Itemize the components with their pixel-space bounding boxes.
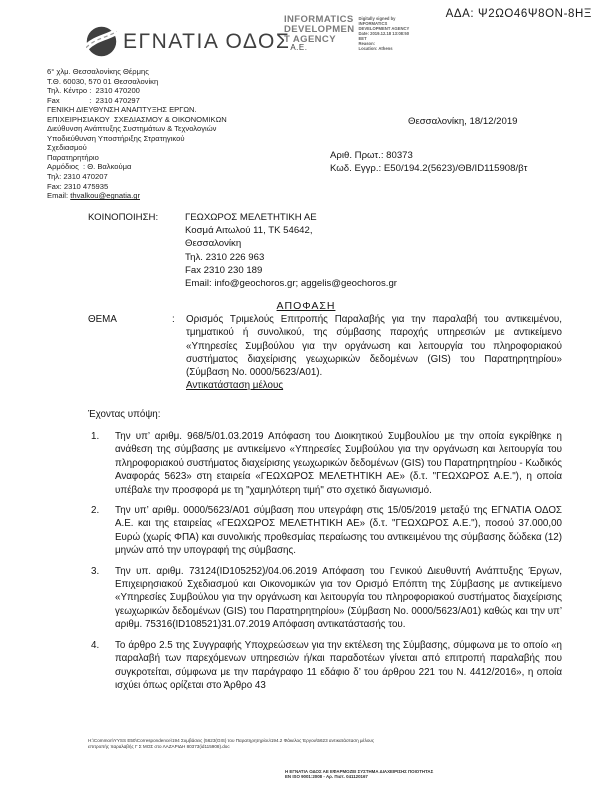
subject-replacement-note: Αντικατάσταση μέλους bbox=[186, 380, 284, 392]
letterhead-line: Σχεδιασμού bbox=[47, 143, 87, 153]
egnatia-logo bbox=[86, 26, 307, 57]
consideration-item: Την υπ’ αριθμ. 968/5/01.03.2019 Απόφαση του Διοικητικού Συμβουλίου με την οποία εγκρίθηκε η ανάθεση της σύμβασης με αντικείμενο «Υπηρεσίες Συμβούλου για την οργάνωση και λειτουργία του πληροφοριακού συστήματος διαχείρισης γεωχωρικών δεδομένων (GIS) του Παρατηρητηρίου - Κωδικός Αναφοράς 5623» στη εταιρεία «ΓΕΩΧΩΡΟΣ ΜΕΛΕΤΗΤΙΚΗ ΑΕ» (δ.τ. "ΓΕΩΧΩΡΟΣ Α.Ε."), η οποία υπέβαλε την προσφορά με τη "χαμηλότερη τιμή" στο σχετικό διαγωνισμό. bbox=[115, 431, 562, 496]
protocol-block bbox=[330, 149, 527, 175]
cc-line: Fax 2310 230 189 bbox=[185, 264, 263, 276]
letterhead-line: Τηλ. Κέντρο : 2310 470200 bbox=[47, 86, 140, 96]
ida-signature-block bbox=[284, 15, 409, 51]
letterhead-line: ΕΠΙΧΕΙΡΗΣΙΑΚΟΥ ΣΧΕΔΙΑΣΜΟΥ & ΟΙΚΟΝΟΜΙΚΩΝ bbox=[47, 114, 227, 124]
protocol-number: Αριθ. Πρωτ.: 80373 bbox=[330, 150, 413, 161]
letterhead-line: 6° χλμ. Θεσσαλονίκης Θέρμης bbox=[47, 67, 149, 76]
email-link[interactable]: thvalkou@egnatia.gr bbox=[70, 191, 141, 201]
cc-line: Τηλ. 2310 226 963 bbox=[185, 251, 265, 263]
letterhead-email-line bbox=[47, 191, 227, 201]
ida-signature-details: Digitally signed by INFORMATICS DEVELOPMENT AGENCY Date: 2019.12.18 13:08:50 EET Reason: Location: Athens bbox=[358, 16, 410, 51]
footer-certification: Η ΕΓΝΑΤΙΑ ΟΔΟΣ ΑΕ ΕΦΑΡΜΟΖΕΙ ΣΥΣΤΗΜΑ ΔΙΑΧΕΙΡΙΣΗΣ ΠΟΙΟΤΗΤΑΣ ΕΝ ISO 9001:2008 - Αρ. Πιστ. 041120167 bbox=[285, 769, 434, 780]
egnatia-road-icon bbox=[86, 26, 117, 57]
ida-agency-name: INFORMATICS DEVELOPMEN T AGENCY bbox=[284, 14, 355, 45]
email-label: Email: bbox=[47, 191, 69, 201]
cc-line: Θεσσαλονίκη bbox=[185, 238, 242, 250]
letterhead-line: Τ.Θ. 60030, 570 01 Θεσσαλονίκη bbox=[47, 76, 159, 86]
logo-name: ΕΓΝΑΤΙΑ ΟΔΟΣ bbox=[123, 29, 291, 53]
considerations-list bbox=[88, 430, 562, 699]
subject-text: Ορισμός Τριμελούς Επιτροπής Παραλαβής για την παραλαβή του αντικειμένου, τμηματικού ή συνολικού, της σύμβασης παροχής υπηρεσιών με αντικείμενο «Υπηρεσίες Συμβούλου για την οργάνωση και λειτουργία του πληροφοριακού συστήματος διαχείρισης γεωχωρικών δεδομένων (GIS) του Παρατηρητηρίου» (Σύμβαση Νο. 0000/5623/Α01). Αντικατάσταση μέλους bbox=[186, 314, 562, 392]
footer-file-path: Η:\Common\YYSS E50\Correspondence\194 Συμβάσεις (5623(GIS) του Παρατηρητηρίου\194.2 Φάκελος Έργου\5623 αντικατάσταση μέλους επιτροπής παραλαβής Γ Σ ΜΟΣ στο ΛΑΖΑΡΙΔΗ 80373(id115908).doc bbox=[88, 738, 375, 749]
cc-line: Κοσμά Αιτωλού 11, ΤΚ 54642, bbox=[185, 225, 313, 237]
letterhead-line: ΓΕΝΙΚΗ ΔΙΕΥΘΥΝΣΗ ΑΝΑΠΤΥΞΗΣ ΕΡΓΩΝ. bbox=[47, 105, 197, 115]
letterhead-line: Παρατηρητήριο bbox=[47, 152, 99, 162]
decision-heading: ΑΠΟΦΑΣΗ bbox=[276, 300, 336, 312]
logo-wordmark bbox=[123, 30, 307, 54]
letterhead-address bbox=[47, 67, 227, 201]
consideration-item: Το άρθρο 2.5 της Συγγραφής Υποχρεώσεων για την εκτέλεση της Σύμβασης, σύμφωνα με το οποίο «η παραλαβή των παρεχόμενων υπηρεσιών ή/και παραδοτέων γίνεται από επιτροπή παραλαβής που συγκροτείται, σύμφωνα με την παράγραφο 11 εδάφιο δ’ του άρθρου 221 του Ν. 4412/2016», η οποία ισχύει όπως ορίζεται στο Άρθρο 43 bbox=[115, 639, 562, 691]
letterhead-line: Διεύθυνση Ανάπτυξης Συστημάτων & Τεχνολογιών bbox=[47, 124, 217, 134]
considerations-intro: Έχοντας υπόψη: bbox=[88, 409, 161, 420]
cc-label: ΚΟΙΝΟΠΟΙΗΣΗ: bbox=[88, 212, 159, 223]
subject-label: ΘΕΜΑ bbox=[88, 314, 117, 325]
ada-code: ΑΔΑ: Ψ2ΩΟ46Ψ8ΟΝ-8ΗΞ bbox=[445, 8, 592, 20]
subject-colon: : bbox=[172, 314, 175, 325]
consideration-item: Την υπ. αριθμ. 73124(ID105252)/04.06.2019 Απόφαση του Γενικού Διευθυντή Ανάπτυξης Έργων, Επιχειρησιακού Σχεδιασμού και Οικονομικών για τον Ορισμό Επόπτη της Σύμβασης με αντικείμενο «Υπηρεσίες Συμβούλου για την οργάνωση και λειτουργία του πληροφοριακού συστήματος διαχείρισης γεωχωρικών δεδομένων (GIS) του Παρατηρητηρίου» (Σύμβαση Νο. 0000/5623/Α01) καθώς και την υπ’ αριθμ. 75316(ID108521)31.07.2019 Απόφαση αντικατάστασής του. bbox=[115, 565, 562, 631]
cc-recipient bbox=[185, 211, 397, 290]
letterhead-line: Fax: 2310 475935 bbox=[47, 181, 109, 191]
letterhead-line: Αρμόδιος : Θ. Βαλκούμα bbox=[47, 162, 132, 172]
cc-line: ΓΕΩΧΩΡΟΣ ΜΕΛΕΤΗΤΙΚΗ ΑΕ bbox=[185, 212, 317, 223]
letterhead-line: Fax : 2310 470297 bbox=[47, 95, 140, 105]
subject-section bbox=[88, 313, 562, 393]
document-code: Κωδ. Εγγρ.: Ε50/194.2(5623)/ΘΒ/ID115908/βτ bbox=[330, 163, 528, 174]
cc-line: Email: info@geochoros.gr; aggelis@geochoros.gr bbox=[185, 278, 397, 290]
cc-section bbox=[88, 211, 558, 290]
consideration-item: Την υπ’ αριθμ. 0000/5623/Α01 σύμβαση που υπεγράφη στις 15/05/2019 μεταξύ της ΕΓΝΑΤΙΑ ΟΔΟΣ Α.Ε. και της εταιρείας «ΓΕΩΧΩΡΟΣ ΜΕΛΕΤΗΤΙΚΗ ΑΕ» (δ.τ. "ΓΕΩΧΩΡΟΣ Α.Ε."), ποσού 37.000,00 Ευρώ (χωρίς ΦΠΑ) και συνολικής προθεσμίας περαίωσης του αντικειμένου της σύμβασης δώδεκα (12) μηνών από την υπογραφή της σύμβασης. bbox=[115, 505, 562, 557]
logo-suffix: Α.Ε. bbox=[290, 42, 308, 52]
issue-date: Θεσσαλονίκη, 18/12/2019 bbox=[408, 116, 518, 127]
letterhead-line: Τηλ: 2310 470207 bbox=[47, 172, 108, 182]
letterhead-line: Υποδιεύθυνση Υποστήριξης Στρατηγικού bbox=[47, 133, 185, 143]
